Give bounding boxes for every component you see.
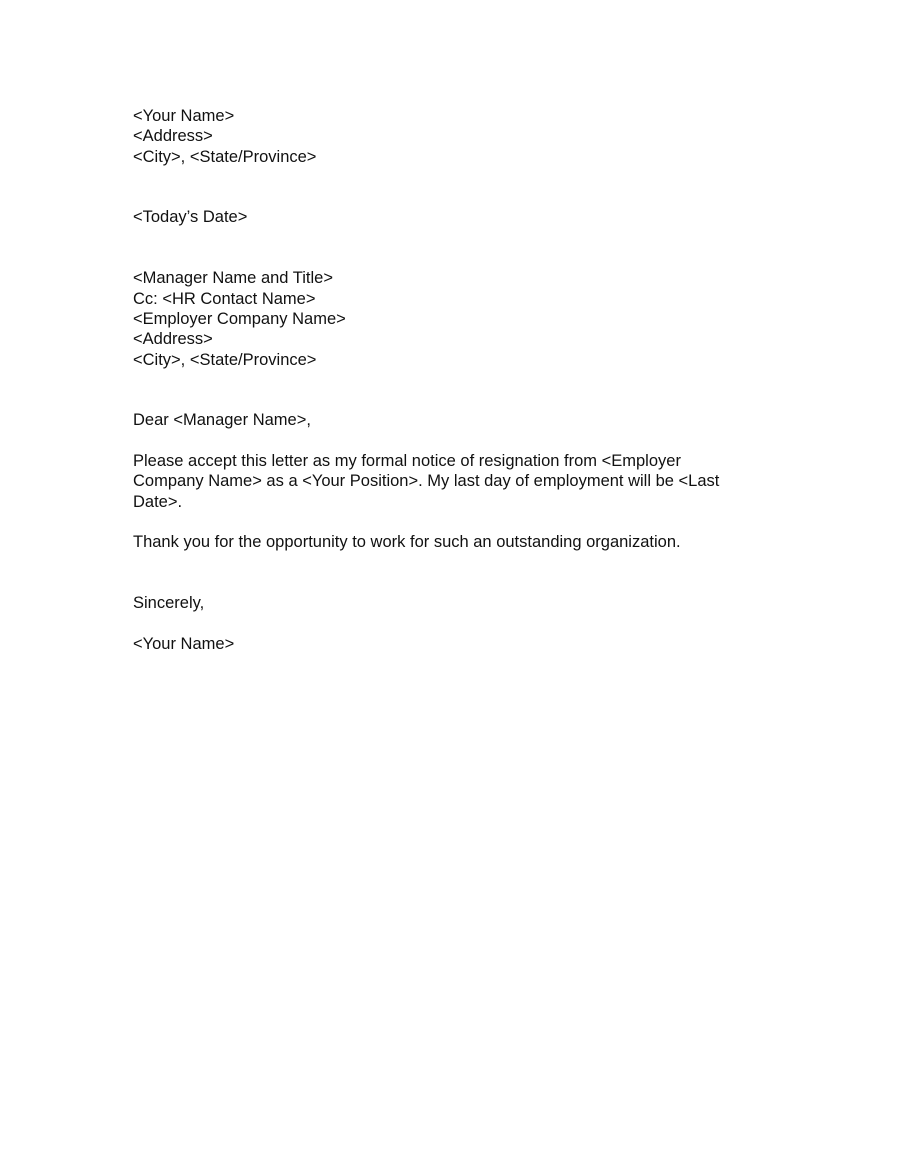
closing: Sincerely, [133,594,205,613]
letter-date: <Today’s Date> [133,208,248,227]
signature-name: <Your Name> [133,634,235,653]
paragraph-line: Company Name> as a <Your Position>. My last day of employment will be <Last [133,472,720,491]
spacer [133,370,773,411]
recipient-cc: Cc: <HR Contact Name> [133,289,316,308]
recipient-block [133,268,773,369]
paragraph-line: Please accept this letter as my formal notice of resignation from <Employer [133,452,681,471]
recipient-manager: <Manager Name and Title> [133,269,333,288]
recipient-address: <Address> [133,330,213,349]
recipient-company: <Employer Company Name> [133,309,346,328]
spacer [133,553,773,594]
sender-address: <Address> [133,127,213,146]
body-paragraph-2: Thank you for the opportunity to work for such an outstanding organization. [133,533,681,552]
spacer [133,512,773,532]
sender-name: <Your Name> [133,107,235,125]
spacer [133,613,773,633]
sender-city-state: <City>, <State/Province> [133,147,317,166]
sender-block [133,106,773,167]
resignation-letter [133,106,773,654]
spacer [133,228,773,269]
spacer [133,167,773,208]
salutation: Dear <Manager Name>, [133,411,311,430]
recipient-city-state: <City>, <State/Province> [133,350,317,369]
body-paragraph-1 [133,451,773,512]
spacer [133,431,773,451]
paragraph-line: Date>. [133,492,183,511]
